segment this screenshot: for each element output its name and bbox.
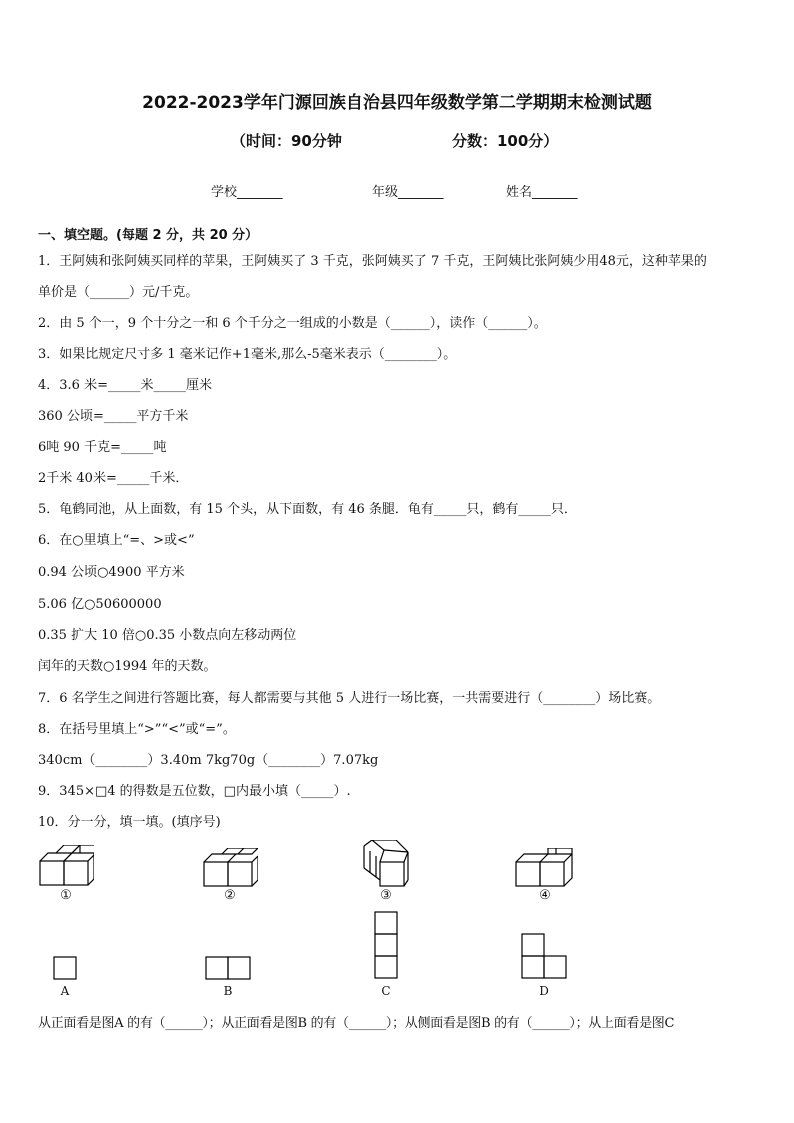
question-line: 闰年的天数○1994 年的天数。 <box>38 659 217 674</box>
exam-score: 分数：100分） <box>452 132 559 150</box>
view-figure-c <box>374 911 398 979</box>
question-line: 5．龟鹤同池，从上面数，有 15 个头，从下面数，有 46 条腿．龟有_____只，鹤有_____只． <box>38 502 577 517</box>
solid-figure-2 <box>202 848 258 888</box>
question-line: 1．王阿姨和张阿姨买同样的苹果，王阿姨买了 3 千克，张阿姨买了 7 千克，王阿姨比张阿姨少用48元，这种苹果的 <box>38 254 707 269</box>
section-heading: 一、填空题。(每题 2 分，共 20 分） <box>38 228 259 243</box>
exam-time: （时间：90分钟 <box>231 132 342 150</box>
question-line: 10．分一分，填一填。(填序号) <box>38 815 221 830</box>
school-field: 学校_______ <box>211 185 283 200</box>
question-line: 0.35 扩大 10 倍○0.35 小数点向左移动两位 <box>38 628 297 643</box>
solid-label-2: ② <box>224 888 236 903</box>
question-line: 2．由 5 个一，9 个十分之一和 6 个千分之一组成的小数是（______），读作（______）。 <box>38 316 547 331</box>
solid-figure-1 <box>38 845 94 887</box>
grade-field: 年级_______ <box>372 185 444 200</box>
question-line: 3．如果比规定尺寸多 1 毫米记作+1毫米,那么-5毫米表示（________）。 <box>38 347 457 362</box>
question-line: 4．3.6 米=_____米_____厘米 <box>38 378 212 393</box>
view-figure-b <box>205 956 251 980</box>
question-line: 360 公顷=_____平方千米 <box>38 409 189 424</box>
question-line: 2千米 40米=_____千米． <box>38 471 189 486</box>
view-label-c: C <box>381 984 391 998</box>
view-label-d: D <box>539 984 549 998</box>
solid-label-4: ④ <box>539 888 551 903</box>
view-label-a: A <box>60 984 70 998</box>
question-line: 单价是（______）元/千克。 <box>38 285 199 300</box>
question-line: 340cm（________）3.40m 7kg70g（________）7.07kg <box>38 753 379 768</box>
solid-figure-4 <box>514 848 576 888</box>
view-label-b: B <box>223 984 233 998</box>
question-10-blanks: 从正面看是图A 的有（______）；从正面看是图B 的有（______）；从侧面看是图B 的有（______）；从上面看是图C <box>38 1016 675 1031</box>
question-line: 7．6 名学生之间进行答题比赛，每人都需要与其他 5 人进行一场比赛，一共需要进行（________）场比赛。 <box>38 691 661 706</box>
question-line: 6吨 90 千克=_____吨 <box>38 440 167 455</box>
solid-label-1: ① <box>60 888 72 903</box>
question-line: 5.06 亿○50600000 <box>38 597 162 612</box>
view-figure-a <box>53 956 77 980</box>
name-field: 姓名_______ <box>506 185 578 200</box>
question-line: 9．345×□4 的得数是五位数，□内最小填（_____）. <box>38 784 351 799</box>
page-title: 2022-2023学年门源回族自治县四年级数学第二学期期末检测试题 <box>142 93 652 113</box>
question-line: 0.94 公顷○4900 平方米 <box>38 565 185 580</box>
question-line: 8．在括号里填上“>”“<”或“=”。 <box>38 722 236 737</box>
view-figure-d <box>521 933 567 979</box>
question-line: 6．在○里填上“=、>或<” <box>38 533 195 548</box>
solid-figure-3 <box>362 840 410 888</box>
solid-label-3: ③ <box>380 888 392 903</box>
